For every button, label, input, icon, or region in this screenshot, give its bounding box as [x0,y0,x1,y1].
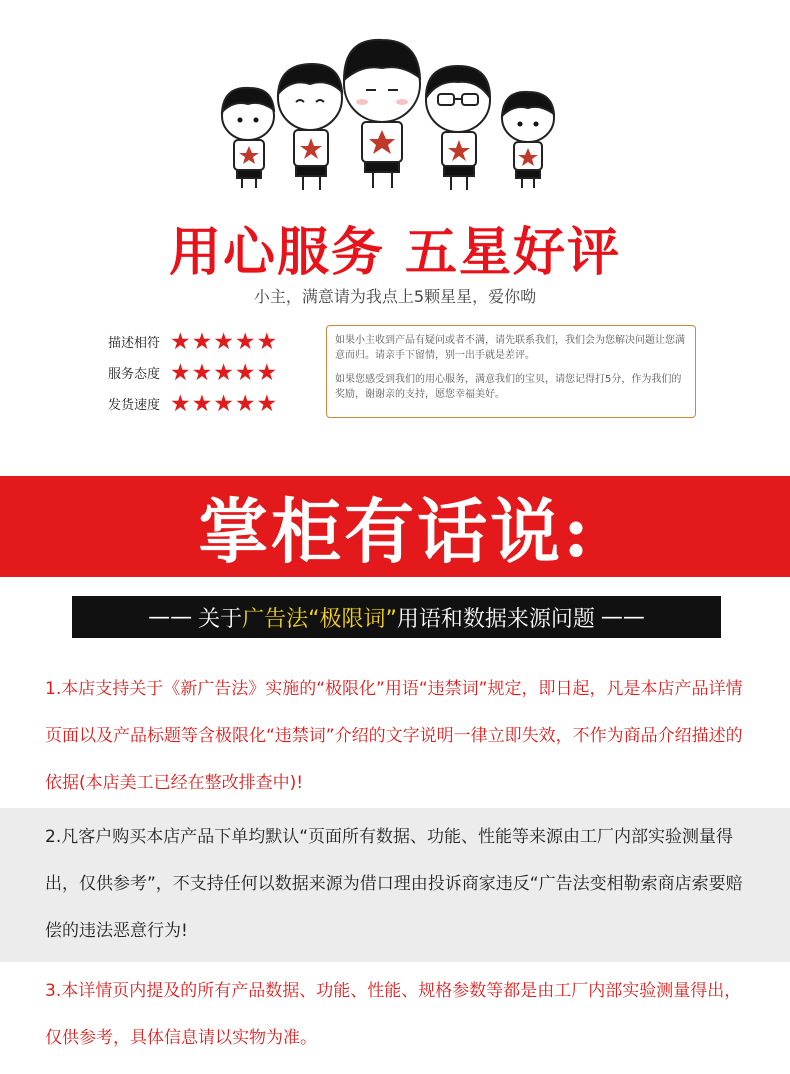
notice-paragraph-3: 3.本详情页内提及的所有产品数据、功能、性能、规格参数等都是由工厂内部实验测量得出，仅供参考，具体信息请以实物为准。 [45,981,742,1048]
subtitle-highlight-1: 广告法 [242,606,309,632]
ratings-panel [108,326,308,419]
star-icons: ★★★★★ [170,390,279,417]
dash-left: —— [148,604,193,630]
subtitle-bar [72,596,721,638]
rating-row [108,357,308,388]
headline: 用心服务 五星好评 [168,222,622,283]
banner [0,476,790,577]
star-icons: ★★★★★ [170,359,279,386]
dash-right: —— [600,604,645,630]
rating-label: 发货速度 [108,398,161,413]
subline: 小主，满意请为我点上5颗星星，爱你呦 [253,287,537,306]
star-icons: ★★★★★ [170,328,279,355]
banner-title: 掌柜有话说: [198,490,592,573]
kid-4 [426,66,490,190]
subtitle-highlight-2: “极限词” [308,606,397,632]
notice-paragraph-2: 2.凡客户购买本店产品下单均默认“页面所有数据、功能、性能等来源由工厂内部实验测量得出，仅供参考”，不支持任何以数据来源为借口理由投诉商家违反“广告法变相勒索商店索要赔偿的违法恶意行为! [0,808,790,962]
rating-label: 描述相符 [108,336,161,351]
kid-3 [344,40,420,188]
note-box [326,325,696,418]
note-paragraph-1: 如果小主收到产品有疑问或者不满，请先联系我们，我们会为您解决问题让您满意而归。请亲手下留情，别一出手就是差评。 [335,335,685,361]
kid-2 [278,64,342,190]
kid-1 [222,88,274,188]
rating-row [108,388,308,419]
rating-label: 服务态度 [108,367,161,382]
subtitle-post: 用语和数据来源问题 [396,606,595,632]
note-paragraph-2: 如果您感受到我们的用心服务，满意我们的宝贝，请您记得打5分，作为我们的奖励，谢谢亲的支持，愿您幸福美好。 [335,374,682,400]
subtitle-pre: 关于 [198,606,243,632]
kid-5 [502,92,554,188]
rating-row [108,326,308,357]
notice-paragraph-1: 1.本店支持关于《新广告法》实施的“极限化”用语“违禁词”规定，即日起，凡是本店产品详情页面以及产品标题等含极限化“违禁词”介绍的文字说明一律立即失效，不作为商品介绍描述的依据(本店美工已经在整改排查中)! [45,679,743,793]
cartoon-kids-illustration [210,28,570,198]
